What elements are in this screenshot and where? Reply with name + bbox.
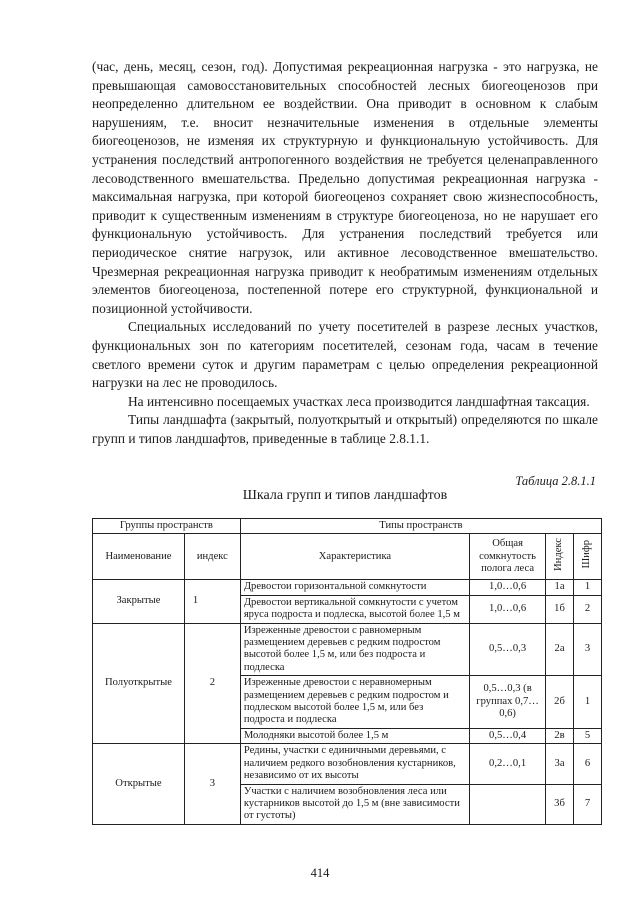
cell-density: 1,0…0,6 bbox=[470, 595, 546, 623]
cell-characteristic: Изреженные древостои с равномерным размещением деревьев с редким подростом высотой более 1,5 м, или без подроста и подлеска bbox=[240, 623, 469, 676]
table-row bbox=[93, 623, 602, 676]
cell-code: 1 bbox=[574, 580, 602, 595]
cell-characteristic: Молодняки высотой более 1,5 м bbox=[240, 728, 469, 743]
group-name-semi-open: Полуоткрытые bbox=[93, 623, 185, 744]
table-header-row-1 bbox=[93, 519, 602, 534]
cell-type-index: 3б bbox=[546, 784, 574, 824]
page-number: 414 bbox=[310, 866, 330, 880]
group-index-semi-open: 2 bbox=[184, 623, 240, 744]
table-title: Шкала групп и типов ландшафтов bbox=[242, 488, 448, 503]
cell-type-index: 1а bbox=[546, 580, 574, 595]
cell-code: 5 bbox=[574, 728, 602, 743]
header-density: Общая сомкнутость полога леса bbox=[470, 534, 546, 580]
group-name-open: Открытые bbox=[93, 744, 185, 824]
cell-density: 0,5…0,4 bbox=[470, 728, 546, 743]
cell-density: 0,5…0,3 bbox=[470, 623, 546, 676]
cell-type-index: 2б bbox=[546, 676, 574, 729]
cell-characteristic: Древостои вертикальной сомкнутости с учетом яруса подроста и подлеска, высотой более 1,5 м bbox=[240, 595, 469, 623]
cell-density: 0,2…0,1 bbox=[470, 744, 546, 784]
cell-density: 0,5…0,3 (в группах 0,7…0,6) bbox=[470, 676, 546, 729]
table-header-row-2 bbox=[93, 534, 602, 580]
paragraph-research: Специальных исследований по учету посетителей в разрезе лесных участков, функциональных зон по категориям посетителей, сезонам года, часам в течение светлого времени суток и другим параметрам с целью определения рекреационной нагрузки на лес не проводилось. bbox=[92, 319, 598, 391]
table-row bbox=[93, 580, 602, 595]
table-row bbox=[93, 744, 602, 784]
cell-characteristic: Изреженные древостои с неравномерным размещением деревьев с редким подростом и подлеском высотой более 1,5 м, или без подроста и подлеска bbox=[240, 676, 469, 729]
cell-characteristic: Редины, участки с единичными деревьями, с наличием редкого возобновления кустарников, независимо от их высоты bbox=[240, 744, 469, 784]
cell-code: 3 bbox=[574, 623, 602, 676]
cell-characteristic: Участки с наличием возобновления леса или кустарников высотой до 1,5 м (вне зависимости от густоты) bbox=[240, 784, 469, 824]
cell-code: 1 bbox=[574, 676, 602, 729]
landscape-scale-table bbox=[92, 518, 602, 825]
cell-code: 6 bbox=[574, 744, 602, 784]
header-type-index: Индекс bbox=[546, 534, 574, 580]
cell-type-index: 2а bbox=[546, 623, 574, 676]
header-space-groups: Группы пространств bbox=[93, 519, 241, 534]
header-group-index: индекс bbox=[184, 534, 240, 580]
table-number: Таблица 2.8.1.1 bbox=[515, 474, 596, 488]
group-index-open: 3 bbox=[184, 744, 240, 824]
cell-code: 7 bbox=[574, 784, 602, 824]
header-space-types: Типы пространств bbox=[240, 519, 601, 534]
paragraph-landscape-types: Типы ландшафта (закрытый, полуоткрытый и открытый) определяются по шкале групп и типов ландшафтов, приведенные в таблице 2.8.1.1. bbox=[92, 412, 598, 446]
cell-type-index: 2в bbox=[546, 728, 574, 743]
paragraph-landscape-taxation: На интенсивно посещаемых участках леса производится ландшафтная таксация. bbox=[128, 393, 590, 409]
cell-density bbox=[470, 784, 546, 824]
header-name: Наименование bbox=[93, 534, 185, 580]
group-index-closed: 1 bbox=[184, 580, 240, 623]
cell-characteristic: Древостои горизонтальной сомкнутости bbox=[240, 580, 469, 595]
paragraph-recreation-load: (час, день, месяц, сезон, год). Допустимая рекреационная нагрузка - это нагрузка, не превышающая самовосстановительных способностей лесных биогеоценозов при неопределенно длительном ее воздействии. Она приводит в основном к слабым нарушениям, т.е. вносит незначительные изменения в отдельные элементы биогеоценозов, не изменяя их структурную и функциональную устойчивость. Для устранения последствий антропогенного воздействия не требуется целенаправленного лесоводственного вмешательства. Предельно допустимая рекреационная нагрузка - максимальная нагрузка, при которой биогеоценоз сохраняет свою жизнеспособность, приводит к существенным изменениям в структуре биогеоценоза, но не нарушает его функциональную устойчивость. Для устранения последствий требуется или периодическое снятие нагрузок, или активное лесоводственное вмешательство. Чрезмерная рекреационная нагрузка приводит к необратимым изменениям отдельных элементов биогеоценоза, постепенной потере его структурной, функциональной и позиционной устойчивости. bbox=[92, 59, 598, 316]
cell-density: 1,0…0,6 bbox=[470, 580, 546, 595]
group-name-closed: Закрытые bbox=[93, 580, 185, 623]
body-text bbox=[92, 58, 598, 448]
header-code: Шифр bbox=[574, 534, 602, 580]
header-characteristic: Характеристика bbox=[240, 534, 469, 580]
cell-type-index: 3а bbox=[546, 744, 574, 784]
cell-code: 2 bbox=[574, 595, 602, 623]
cell-type-index: 1б bbox=[546, 595, 574, 623]
